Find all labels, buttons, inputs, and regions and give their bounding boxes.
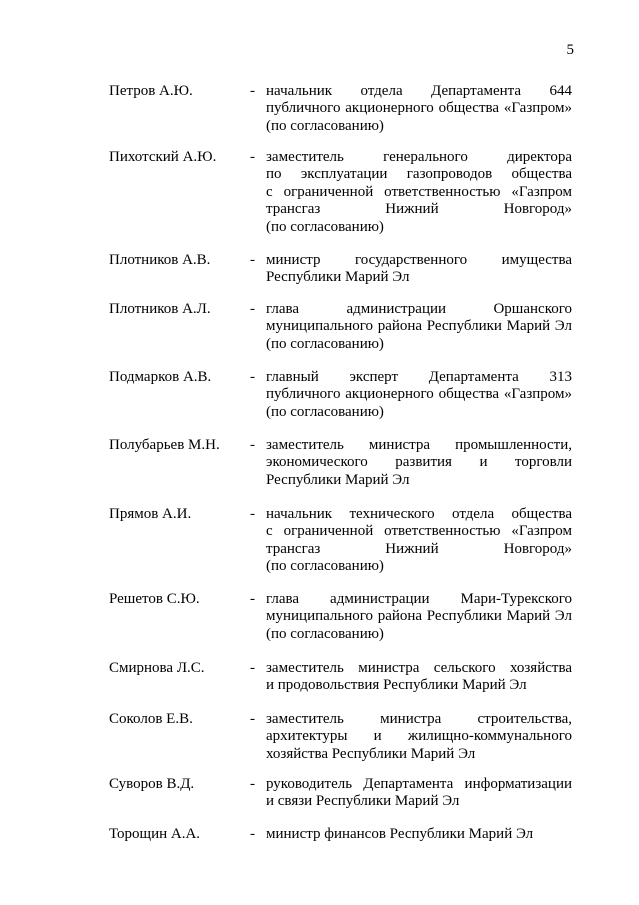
member-position (266, 437, 572, 489)
member-name: Решетов С.Ю. (109, 591, 200, 607)
position-line: начальник технического отдела общества (266, 506, 572, 522)
position-line: (по согласованию) (266, 403, 384, 420)
entry-dash: - (250, 660, 255, 676)
entry-dash: - (250, 252, 255, 268)
position-line: заместитель министра промышленности, (266, 437, 572, 453)
position-line: по эксплуатации газопроводов общества (266, 166, 572, 183)
member-position (266, 301, 572, 353)
position-line: публичного акционерного общества «Газпром» (266, 386, 572, 403)
position-line: начальник отдела Департамента 644 (266, 83, 572, 99)
member-position (266, 252, 572, 287)
position-line: руководитель Департамента информатизации (266, 776, 572, 792)
position-line: министр финансов Республики Марий Эл (266, 826, 534, 842)
position-line: муниципального района Республики Марий Эл (266, 608, 572, 625)
position-line: публичного акционерного общества «Газпром» (266, 100, 572, 117)
position-line: (по согласованию) (266, 218, 384, 235)
member-position (266, 149, 572, 236)
position-line: с ограниченной ответственностью «Газпром (266, 183, 572, 200)
position-line: хозяйства Республики Марий Эл (266, 745, 476, 762)
member-position (266, 591, 572, 643)
position-line: (по согласованию) (266, 117, 384, 134)
member-name: Пихотский А.Ю. (109, 149, 217, 165)
member-position (266, 660, 572, 695)
position-line: архитектуры и жилищно-коммунального (266, 728, 572, 745)
entry-dash: - (250, 826, 255, 842)
member-name: Торощин А.А. (109, 826, 201, 842)
position-line: трансгаз Нижний Новгород» (266, 540, 572, 557)
entry-dash: - (250, 437, 255, 453)
member-name: Плотников А.В. (109, 252, 211, 268)
position-line: (по согласованию) (266, 335, 384, 352)
position-line: (по согласованию) (266, 558, 384, 575)
entry-dash: - (250, 301, 255, 317)
member-position (266, 711, 572, 763)
member-name: Плотников А.Л. (109, 301, 211, 317)
position-line: и связи Республики Марий Эл (266, 793, 460, 810)
entry-dash: - (250, 369, 255, 385)
position-line: глава администрации Мари-Турекского (266, 591, 572, 607)
position-line: с ограниченной ответственностью «Газпром (266, 523, 572, 540)
member-name: Суворов В.Д. (109, 776, 195, 792)
member-position (266, 369, 572, 421)
member-name: Прямов А.И. (109, 506, 192, 522)
position-line: заместитель генерального директора (266, 149, 572, 165)
position-line: заместитель министра строительства, (266, 711, 572, 727)
entry-dash: - (250, 506, 255, 522)
entry-dash: - (250, 149, 255, 165)
member-name: Подмарков А.В. (109, 369, 212, 385)
position-line: министр государственного имущества (266, 252, 572, 268)
member-name: Соколов Е.В. (109, 711, 193, 727)
member-name: Петров А.Ю. (109, 83, 193, 99)
position-line: трансгаз Нижний Новгород» (266, 201, 572, 218)
entry-dash: - (250, 591, 255, 607)
position-line: главный эксперт Департамента 313 (266, 369, 572, 385)
position-line: муниципального района Республики Марий Эл (266, 318, 572, 335)
member-position (266, 776, 572, 811)
position-line: глава администрации Оршанского (266, 301, 572, 317)
position-line: Республики Марий Эл (266, 471, 410, 488)
position-line: и продовольствия Республики Марий Эл (266, 677, 527, 694)
member-position (266, 83, 572, 135)
member-name: Полубарьев М.Н. (109, 437, 220, 453)
entry-dash: - (250, 776, 255, 792)
position-line: (по согласованию) (266, 625, 384, 642)
entry-dash: - (250, 83, 255, 99)
position-line: заместитель министра сельского хозяйства (266, 660, 572, 676)
member-position (266, 506, 572, 576)
entry-dash: - (250, 711, 255, 727)
member-name: Смирнова Л.С. (109, 660, 205, 676)
member-position (266, 826, 572, 843)
position-line: экономического развития и торговли (266, 454, 572, 471)
page-number: 5 (566, 42, 574, 58)
position-line: Республики Марий Эл (266, 269, 410, 286)
